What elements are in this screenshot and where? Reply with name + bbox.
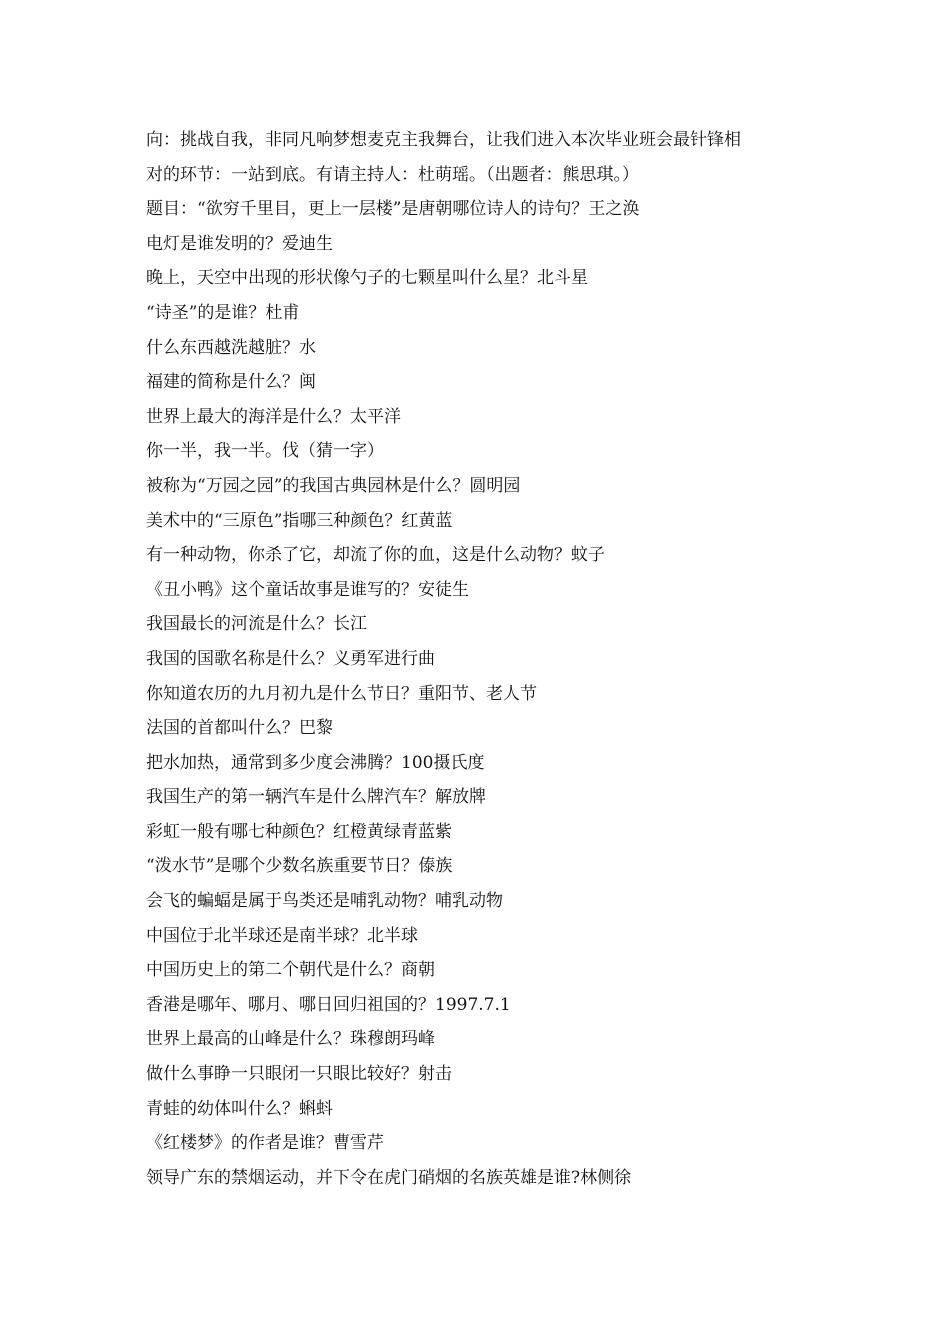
question-line: 福建的简称是什么？闽: [146, 372, 316, 393]
question-line: 你一半，我一半。伐（猜一字）: [146, 441, 384, 462]
question-line: 彩虹一般有哪七种颜色？红橙黄绿青蓝紫: [146, 821, 452, 842]
question-line: 被称为“万园之园”的我国古典园林是什么？圆明园: [146, 475, 521, 496]
question-line: 会飞的蝙蝠是属于鸟类还是哺乳动物？哺乳动物: [146, 891, 503, 912]
question-line: 领导广东的禁烟运动，并下令在虎门硝烟的名族英雄是谁?林侧徐: [146, 1167, 632, 1188]
question-line: 《红楼梦》的作者是谁？曹雪芹: [146, 1133, 384, 1154]
question-line: “泼水节”是哪个少数名族重要节日？傣族: [146, 856, 453, 877]
question-line: 法国的首都叫什么？巴黎: [146, 718, 333, 739]
question-line: 《丑小鸭》这个童话故事是谁写的？安徒生: [146, 579, 469, 600]
question-line: 我国的国歌名称是什么？义勇军进行曲: [146, 648, 435, 669]
question-line: 把水加热，通常到多少度会沸腾？100摄氏度: [146, 752, 485, 773]
intro-line: 向：挑战自我，非同凡响梦想麦克主我舞台，让我们进入本次毕业班会最针锋相: [146, 130, 741, 150]
question-line: 你知道农历的九月初九是什么节日？重阳节、老人节: [146, 683, 537, 704]
question-line: “诗圣”的是谁？杜甫: [146, 302, 300, 323]
question-line: 我国生产的第一辆汽车是什么牌汽车？解放牌: [146, 787, 486, 808]
question-line: 中国位于北半球还是南半球？北半球: [146, 925, 418, 946]
question-line: 中国历史上的第二个朝代是什么？商朝: [146, 960, 435, 981]
question-line: 什么东西越洗越脏？水: [146, 337, 316, 358]
question-line: 香港是哪年、哪月、哪日回归祖国的？1997.7.1: [146, 994, 511, 1015]
question-line: 世界上最高的山峰是什么？珠穆朗玛峰: [146, 1029, 435, 1050]
question-line: 青蛙的幼体叫什么？蝌蚪: [146, 1098, 333, 1119]
question-line: 世界上最大的海洋是什么？太平洋: [146, 406, 401, 427]
question-line: 晚上，天空中出现的形状像勺子的七颗星叫什么星？北斗星: [146, 268, 588, 289]
question-line: 题目：“欲穷千里目，更上一层楼”是唐朝哪位诗人的诗句？王之涣: [146, 199, 640, 220]
question-line: 做什么事睁一只眼闭一只眼比较好？射击: [146, 1064, 452, 1085]
intro-line: 对的环节：一站到底。有请主持人：杜萌瑶。（出题者：熊思琪。）: [146, 164, 639, 185]
question-line: 美术中的“三原色”指哪三种颜色？红黄蓝: [146, 510, 453, 531]
question-line: 有一种动物，你杀了它，却流了你的血，这是什么动物？蚊子: [146, 545, 605, 566]
document-body: [146, 123, 816, 1195]
question-line: 电灯是谁发明的？爱迪生: [146, 233, 333, 254]
question-line: 我国最长的河流是什么？长江: [146, 614, 367, 635]
